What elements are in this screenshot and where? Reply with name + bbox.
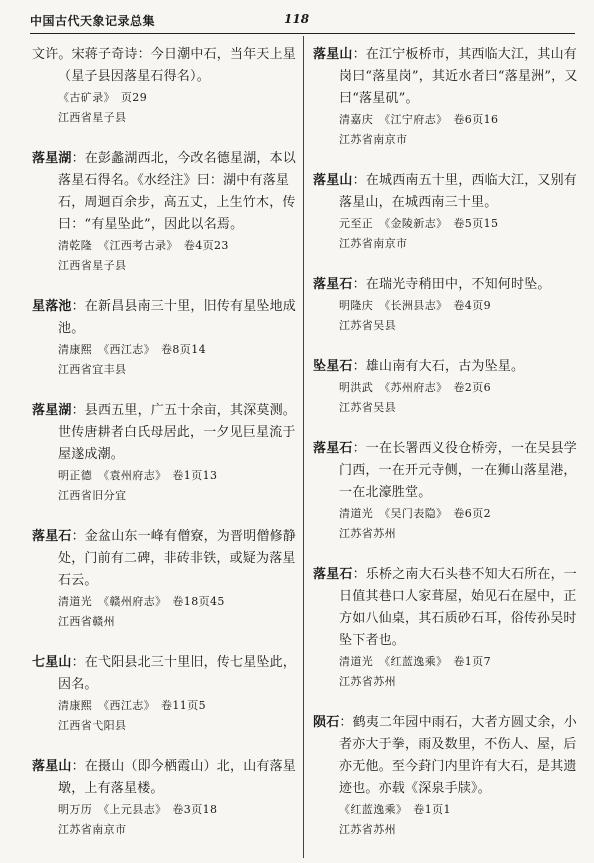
entry-text	[32, 526, 298, 592]
entry-description: 文许。宋蒋子奇诗：今日潮中石，当年天上星（星子县因落星石得名）。	[32, 47, 297, 84]
entry-source: 清道光 《吴门表隐》 卷6页2	[339, 507, 491, 520]
record-entry	[32, 296, 298, 380]
entry-description: ：在新昌县南三十里，旧传有星坠地成池。	[58, 299, 297, 336]
entry-location: 江西省旧分宜	[58, 489, 127, 502]
entry-location: 江苏省苏州	[339, 675, 396, 688]
record-entry	[313, 170, 581, 254]
entry-heading: 落星石	[32, 529, 72, 544]
entry-text	[313, 44, 581, 110]
entry-description: ：在江宁板桥市，其西临大江，其山有岗曰“落星岗”，其近水者曰“落星洲”，又曰“落星矶”。	[339, 47, 578, 106]
entry-source: 明洪武 《苏州府志》 卷2页6	[339, 381, 491, 394]
entry-heading: 落星石	[313, 441, 353, 456]
right-column	[313, 44, 581, 860]
entry-heading: 落星湖	[32, 403, 72, 418]
entry-text	[313, 564, 581, 652]
record-entry	[32, 44, 298, 128]
entry-source: 清乾隆 《江西考古录》 卷4页23	[58, 239, 229, 252]
entry-source: 《红蓝逸乘》 卷1页1	[339, 803, 451, 816]
entry-text	[313, 712, 581, 800]
entry-heading: 落星湖	[32, 151, 72, 166]
entry-source: 《古矿录》 页29	[58, 91, 148, 104]
record-entry	[313, 712, 581, 840]
entry-text	[313, 438, 581, 504]
entry-heading: 落星山	[32, 759, 72, 774]
record-entry	[32, 652, 298, 736]
entry-text	[313, 274, 581, 296]
entry-heading: 星落池	[32, 299, 72, 314]
entry-location: 江苏省南京市	[58, 823, 127, 836]
entry-description: ：在弋阳县北三十里旧，传七星坠此，因名。	[58, 655, 297, 692]
entry-text	[32, 148, 298, 236]
record-entry	[32, 148, 298, 276]
entry-location: 江西省星子县	[58, 259, 127, 272]
book-title: 中国古代天象记录总集	[30, 14, 156, 28]
record-entry	[32, 756, 298, 840]
entry-text	[313, 356, 581, 378]
column-divider	[303, 36, 304, 858]
entry-location: 江苏省吴县	[339, 319, 396, 332]
entry-heading: 七星山	[32, 655, 72, 670]
entry-source: 清康熙 《西江志》 卷8页14	[58, 343, 206, 356]
entry-description: ：一在长署西义役仓桥旁，一在吴县学门西，一在开元寺侧，一在狮山落星港，一在北濠胜堂。	[339, 441, 578, 500]
entry-description: ：雄山南有大石，古为坠星。	[352, 359, 525, 374]
record-entry	[313, 438, 581, 544]
entry-description: ：在彭蠡湖西北，今改名德星湖，本以落星石得名。《水经注》曰：湖中有落星石，周迴百余步，高五丈，上生竹木，传曰：“有星坠此”，因此以名焉。	[58, 151, 297, 232]
record-entry	[32, 526, 298, 632]
entry-text	[32, 756, 298, 800]
entry-description: ：鹤夷二年园中雨石，大者方圆丈余，小者亦大于拳，雨及数里，不伤人、屋，后亦无他。至今葑门内里许有大石，是其遗迹也。亦载《深泉手牍》。	[339, 715, 578, 796]
entry-location: 江西省宜丰县	[58, 363, 127, 376]
record-entry	[313, 356, 581, 418]
entry-location: 江苏省吴县	[339, 401, 396, 414]
entry-heading: 陨石	[313, 715, 340, 730]
entry-description: ：在瑞光寺稍田中，不知何时坠。	[352, 277, 551, 292]
entry-location: 江西省赣州	[58, 615, 115, 628]
record-entry	[313, 274, 581, 336]
entry-location: 江苏省苏州	[339, 823, 396, 836]
entry-location: 江西省星子县	[58, 111, 127, 124]
entry-description: ：在摄山（即今栖霞山）北，山有落星墩，上有落星楼。	[58, 759, 297, 796]
entry-text	[32, 400, 298, 466]
record-entry	[32, 400, 298, 506]
entry-text	[313, 170, 581, 214]
entry-source: 清道光 《红蓝逸乘》 卷1页7	[339, 655, 491, 668]
entry-location: 江西省弋阳县	[58, 719, 127, 732]
entry-location: 江苏省苏州	[339, 527, 396, 540]
entry-heading: 落星石	[313, 277, 353, 292]
entry-source: 清嘉庆 《江宁府志》 卷6页16	[339, 113, 499, 126]
entry-source: 元至正 《金陵新志》 卷5页15	[339, 217, 499, 230]
entry-description: ：乐桥之南大石头巷不知大石所在，一日值其巷口人家葺屋，始见石在屋中，正方如八仙桌，其石质砂石耳，俗传孙吴时坠下者也。	[339, 567, 578, 648]
record-entry	[313, 564, 581, 692]
left-column	[32, 44, 298, 860]
entry-source: 明隆庆 《长洲县志》 卷4页9	[339, 299, 491, 312]
entry-source: 清道光 《赣州府志》 卷18页45	[58, 595, 225, 608]
entry-description: ：金盆山东一峰有僧寮，为晋明僧修静处，门前有二碑，非砖非铁，或疑为落星石云。	[58, 529, 297, 588]
entry-text	[32, 652, 298, 696]
entry-location: 江苏省南京市	[339, 237, 408, 250]
entry-heading: 落星山	[313, 173, 353, 188]
entry-source: 明万历 《上元县志》 卷3页18	[58, 803, 218, 816]
page-header	[30, 10, 570, 32]
entry-heading: 坠星石	[313, 359, 353, 374]
entry-heading: 落星山	[313, 47, 353, 62]
entry-text	[32, 44, 298, 88]
entry-heading: 落星石	[313, 567, 353, 582]
record-entry	[313, 44, 581, 150]
entry-description: ：县西五里，广五十余亩，其深莫测。世传唐耕者白氏母居此，一夕见巨星流于屋遂成潮。	[58, 403, 297, 462]
entry-text	[32, 296, 298, 340]
header-rule	[30, 33, 575, 34]
entry-source: 清康熙 《西江志》 卷11页5	[58, 699, 206, 712]
page-number: 118	[284, 12, 310, 26]
entry-source: 明正德 《袁州府志》 卷1页13	[58, 469, 218, 482]
entry-description: ：在城西南五十里，西临大江，又别有落星山，在城西南三十里。	[339, 173, 578, 210]
entry-location: 江苏省南京市	[339, 133, 408, 146]
